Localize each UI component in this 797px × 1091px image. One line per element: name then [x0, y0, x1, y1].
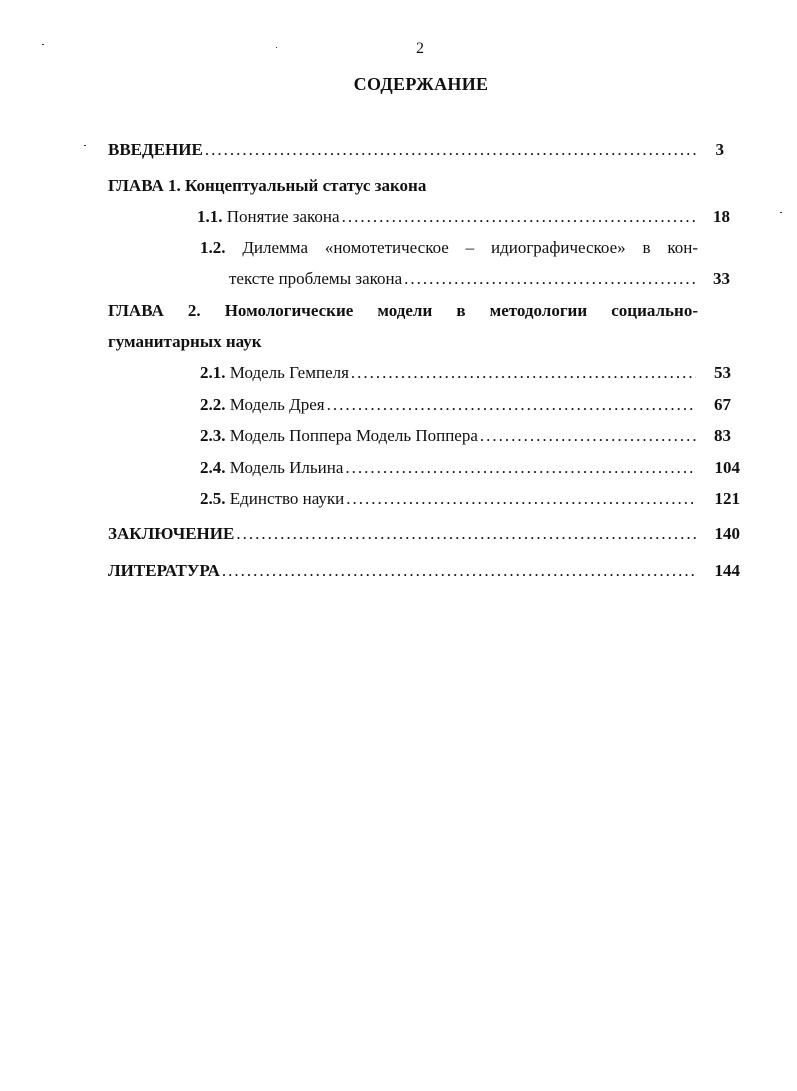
- toc-entry-1-1[interactable]: [197, 207, 698, 227]
- toc-entry-label: ВВЕДЕНИЕ: [108, 140, 203, 159]
- toc-entry-number: 2.2.: [200, 395, 226, 414]
- toc-entry-label: ЗАКЛЮЧЕНИЕ: [108, 524, 235, 543]
- chapter-2-heading[interactable]: ГЛАВА 2. Номологические модели в методологии социально-: [108, 301, 698, 320]
- dot-leader: [205, 140, 696, 160]
- toc-entry-number: 2.1.: [200, 363, 226, 382]
- dot-leader: [345, 458, 696, 478]
- toc-page-number: 104: [714, 458, 740, 477]
- toc-entry-label: Понятие закона: [226, 207, 340, 226]
- toc-entry-label-line2: тексте проблемы закона: [229, 269, 403, 288]
- toc-entry-2-2[interactable]: [200, 395, 698, 415]
- dot-leader: [236, 524, 696, 544]
- toc-entry-number: 2.5.: [200, 489, 226, 508]
- toc-entry-2-3[interactable]: [200, 426, 698, 446]
- dot-leader: [480, 426, 696, 446]
- toc-page-number: 18: [713, 207, 730, 226]
- toc-page-number: 53: [714, 363, 731, 382]
- toc-page-number: 140: [714, 524, 740, 543]
- page-title: СОДЕРЖАНИЕ: [353, 74, 489, 94]
- toc-entry-label: Единство науки: [229, 489, 345, 508]
- toc-entry-conclusion[interactable]: [108, 524, 698, 544]
- toc-entry-number: 1.2.: [200, 238, 226, 257]
- toc-page-number: 33: [713, 269, 730, 288]
- toc-entry-number: 2.3.: [200, 426, 226, 445]
- dot-leader: [342, 207, 696, 227]
- toc-entry-2-5[interactable]: [200, 489, 698, 509]
- chapter-1-heading[interactable]: ГЛАВА 1. Концептуальный статус закона: [108, 176, 427, 195]
- toc-entry-2-4[interactable]: [200, 458, 698, 478]
- toc-entry-number: 1.1.: [197, 207, 223, 226]
- toc-entry-2-1[interactable]: [200, 363, 698, 383]
- toc-entry-label: Модель Поппера Модель Поппера: [229, 426, 478, 445]
- toc-entry-label-line1: Дилемма «номотетическое – идиографическое» в кон-: [242, 238, 699, 257]
- dot-leader: [404, 269, 696, 289]
- toc-page-number: 83: [714, 426, 731, 445]
- page-number: 2: [416, 40, 424, 57]
- dot-leader: [351, 363, 696, 383]
- toc-page-number: 144: [714, 561, 740, 580]
- dot-leader: [222, 561, 696, 581]
- dot-leader: [346, 489, 696, 509]
- toc-entry-intro[interactable]: [108, 140, 698, 160]
- dot-leader: [327, 395, 696, 415]
- toc-entry-number: 2.4.: [200, 458, 226, 477]
- scan-speck: [780, 212, 782, 213]
- toc-entry-1-2[interactable]: [200, 238, 698, 258]
- toc-page-number: 121: [714, 489, 740, 508]
- toc-entry-1-2-continued[interactable]: [229, 269, 698, 289]
- toc-entry-label: Модель Гемпеля: [229, 363, 349, 382]
- toc-entry-label: Модель Ильина: [229, 458, 344, 477]
- scan-speck: [84, 145, 86, 146]
- toc-page-number: 3: [715, 140, 724, 159]
- toc-entry-label: ЛИТЕРАТУРА: [108, 561, 220, 580]
- chapter-2-heading-continued[interactable]: гуманитарных наук: [108, 332, 262, 351]
- toc-entry-literature[interactable]: [108, 561, 698, 581]
- toc-entry-label: Модель Дрея: [229, 395, 325, 414]
- toc-page-number: 67: [714, 395, 731, 414]
